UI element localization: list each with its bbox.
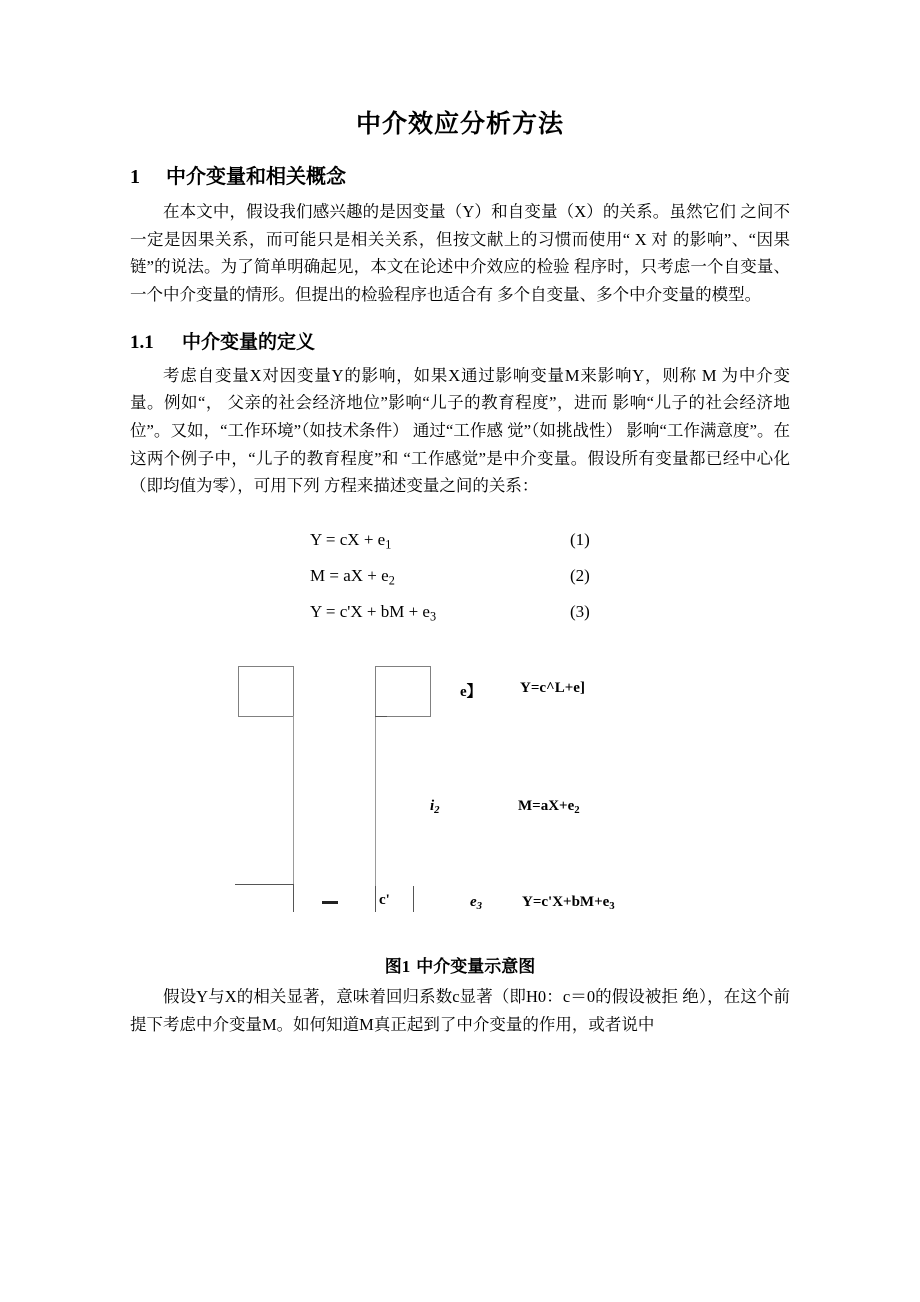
diagram-box-right [375,666,431,717]
page-title: 中介效应分析方法 [355,111,564,138]
diagram-corner-top [375,716,387,717]
section-heading-1-1 [130,331,790,356]
diagram-box-left [238,666,294,717]
section-number-1: 1 [130,166,140,188]
section-title-1: 中介变量和相关概念 [166,166,346,188]
diagram-label-top-right: Y=c^L+e] [520,680,585,697]
section-title-1-1: 中介变量的定义 [182,331,316,353]
equation-2-number: (2) [570,566,590,586]
diagram-connector-left [293,716,294,910]
mediation-diagram [130,658,790,948]
figure-caption-number: 图1 [384,957,411,977]
equation-1-body: Y = cX + $e_1$ [310,530,392,552]
diagram-tick-mid [375,886,376,912]
equation-1-number: (1) [570,530,590,550]
diagram-baseline [235,884,293,885]
section-number-1-1: 1.1 [130,331,154,353]
diagram-dash-marker [322,901,338,904]
equation-2 [130,566,790,602]
diagram-tick-left [293,884,294,912]
diagram-label-mid-left: $i_2$ [430,798,440,817]
equation-3-body: Y = c'X + bM + $e_3$ [310,602,437,624]
equation-1 [130,530,790,566]
diagram-label-bottom-left: $e_3$ [470,894,483,913]
paragraph-definition: 考虑自变量X对因变量Y的影响，如果X通过影响变量M来影响Y，则称 M 为中介变量。例如“， 父亲的社会经济地位”影响“儿子的教育程度”，进而 影响“儿子的社会经济地位”。又如，“工作环境”（如技术条件） 通过“工作感 觉”（如挑战性） 影响“工作满意度”。在这两个例子中，“儿子的教育程度”和 “工作感觉”是中介变量。假设所有变量都已经中心化（即均值为零），可用下列 方程来描述变量之间的关系： [130,365,790,496]
equation-3-number: (3) [570,602,590,622]
figure-caption-text: 中介变量示意图 [416,957,536,977]
diagram-label-bottom-right: $Y=c'X+bM+e_3$ [522,894,615,913]
diagram-label-cprime: c' [379,892,390,909]
equation-3 [130,602,790,638]
diagram-label-top-left: e】 [460,684,482,701]
figure-caption [130,952,790,977]
section-heading-1 [130,164,790,190]
paragraph-closing: 假设Y与X的相关显著，意味着回归系数c显著（即H0：c＝0的假设被拒 绝），在这个前提下考虑中介变量M。如何知道M真正起到了中介变量的作用，或者说中 [130,987,790,1034]
diagram-connector-right [375,716,376,892]
paragraph-intro: 在本文中，假设我们感兴趣的是因变量（Y）和自变量（X）的关系。虽然它们 之间不一定是因果关系，而可能只是相关关系，但按文献上的习惯而使用“ X 对 的影响”、“因果链”的说法。为了简单明确起见，本文在论述中介效应的检验 程序时，只考虑一个自变量、一个中介变量的情形。但提出的检验程序也适合有 多个自变量、多个中介变量的模型。 [130,202,790,305]
diagram-label-mid-right: $M=aX+e_2$ [518,798,580,817]
diagram-tick-right [413,886,414,912]
equation-2-body: M = aX + $e_2$ [310,566,395,588]
page-content [130,0,790,1039]
equation-block [130,530,790,640]
